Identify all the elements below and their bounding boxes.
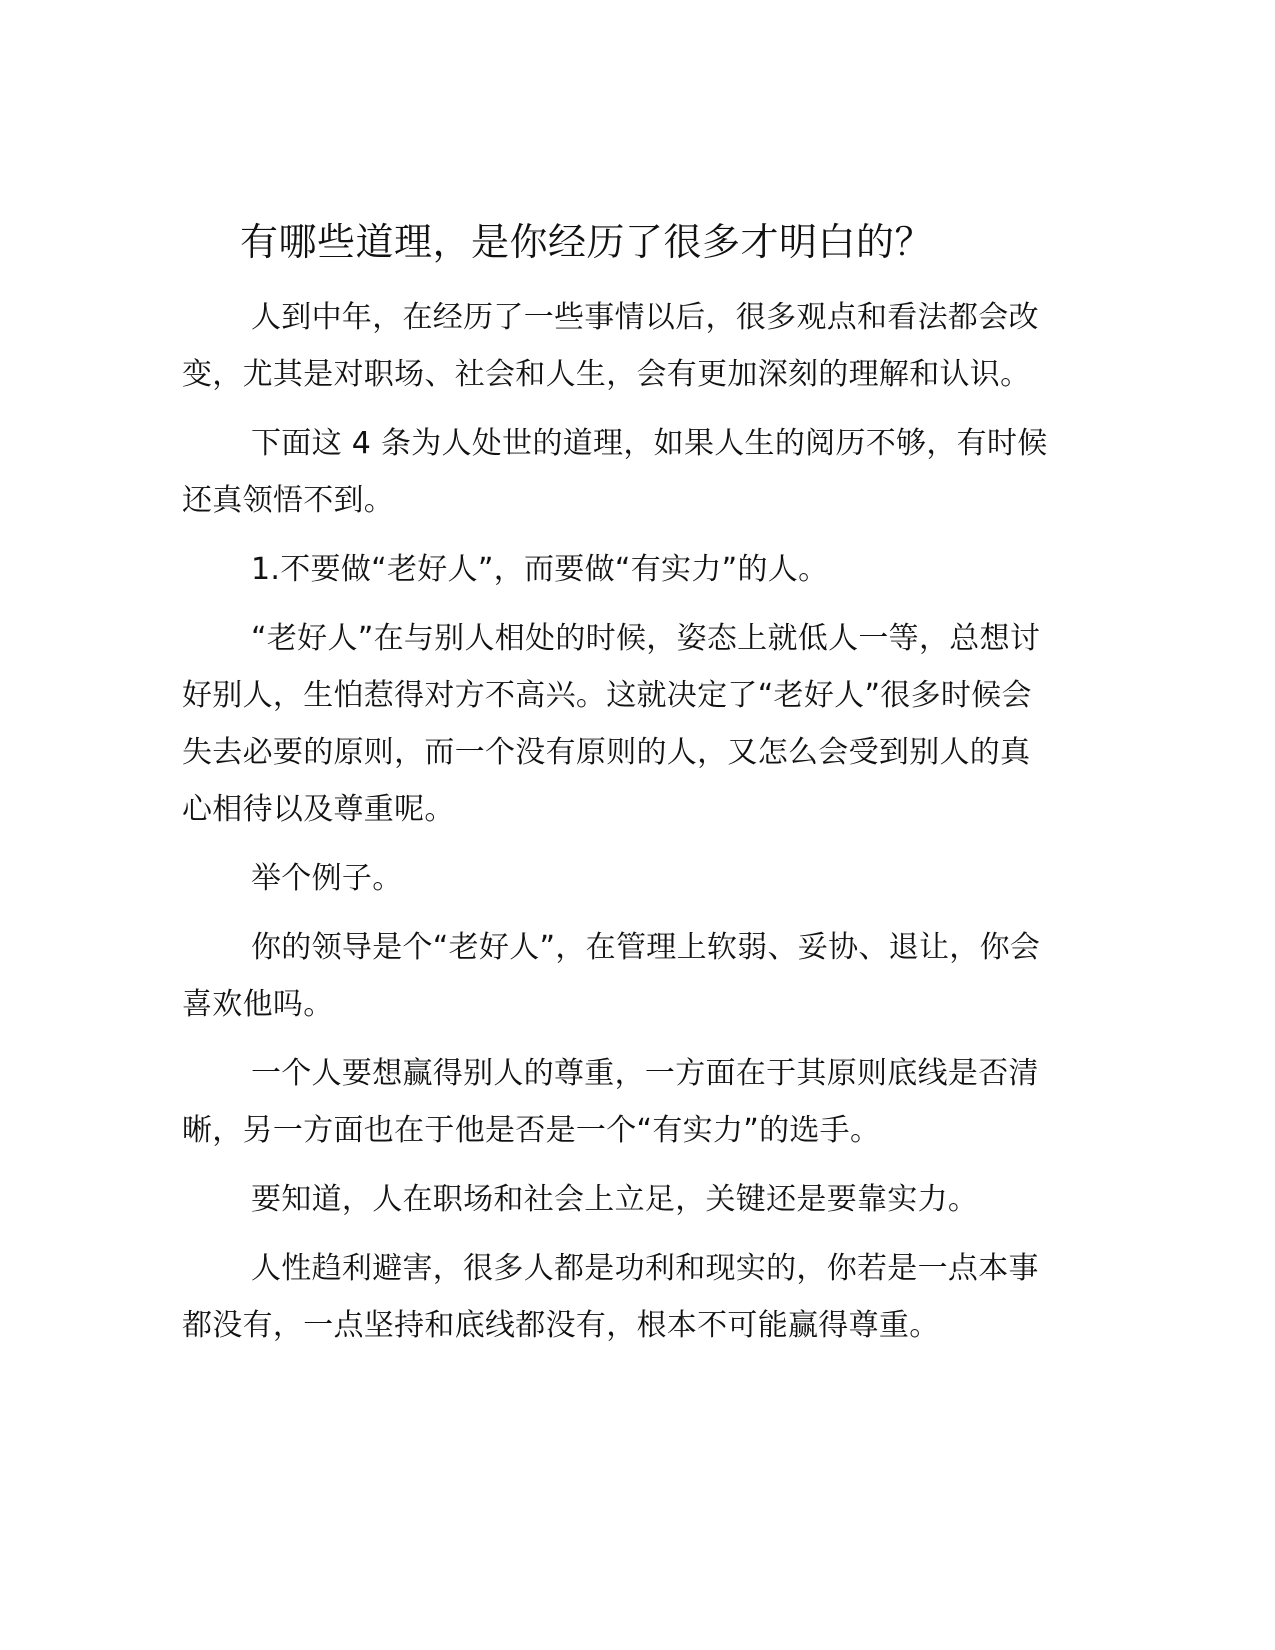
paragraph-2: 下面这 4 条为人处世的道理，如果人生的阅历不够，有时候还真领悟不到。 bbox=[182, 426, 1048, 518]
paragraph-5: 你的领导是个“老好人”，在管理上软弱、妥协、退让，你会喜欢他吗。 bbox=[182, 930, 1041, 1022]
paragraph-3: “老好人”在与别人相处的时候，姿态上就低人一等，总想讨好别人，生怕惹得对方不高兴。这就决定了“老好人”很多时候会失去必要的原则，而一个没有原则的人，又怎么会受到别人的真心相待以及尊重呢。 bbox=[182, 621, 1041, 827]
paragraph-4: 举个例子。 bbox=[251, 861, 403, 896]
paragraph-1: 人到中年，在经历了一些事情以后，很多观点和看法都会改变，尤其是对职场、社会和人生，会有更加深刻的理解和认识。 bbox=[182, 300, 1039, 392]
paragraph-6: 一个人要想赢得别人的尊重，一方面在于其原则底线是否清晰，另一方面也在于他是否是一个“有实力”的选手。 bbox=[182, 1056, 1039, 1148]
section-heading-1: 1.不要做“老好人”，而要做“有实力”的人。 bbox=[251, 552, 829, 587]
document-body bbox=[182, 289, 1050, 1366]
paragraph-8: 人性趋利避害，很多人都是功利和现实的，你若是一点本事都没有，一点坚持和底线都没有，根本不可能赢得尊重。 bbox=[182, 1251, 1039, 1343]
document-title: 有哪些道理，是你经历了很多才明白的？ bbox=[240, 220, 934, 264]
paragraph-7: 要知道，人在职场和社会上立足，关键还是要靠实力。 bbox=[251, 1182, 979, 1217]
